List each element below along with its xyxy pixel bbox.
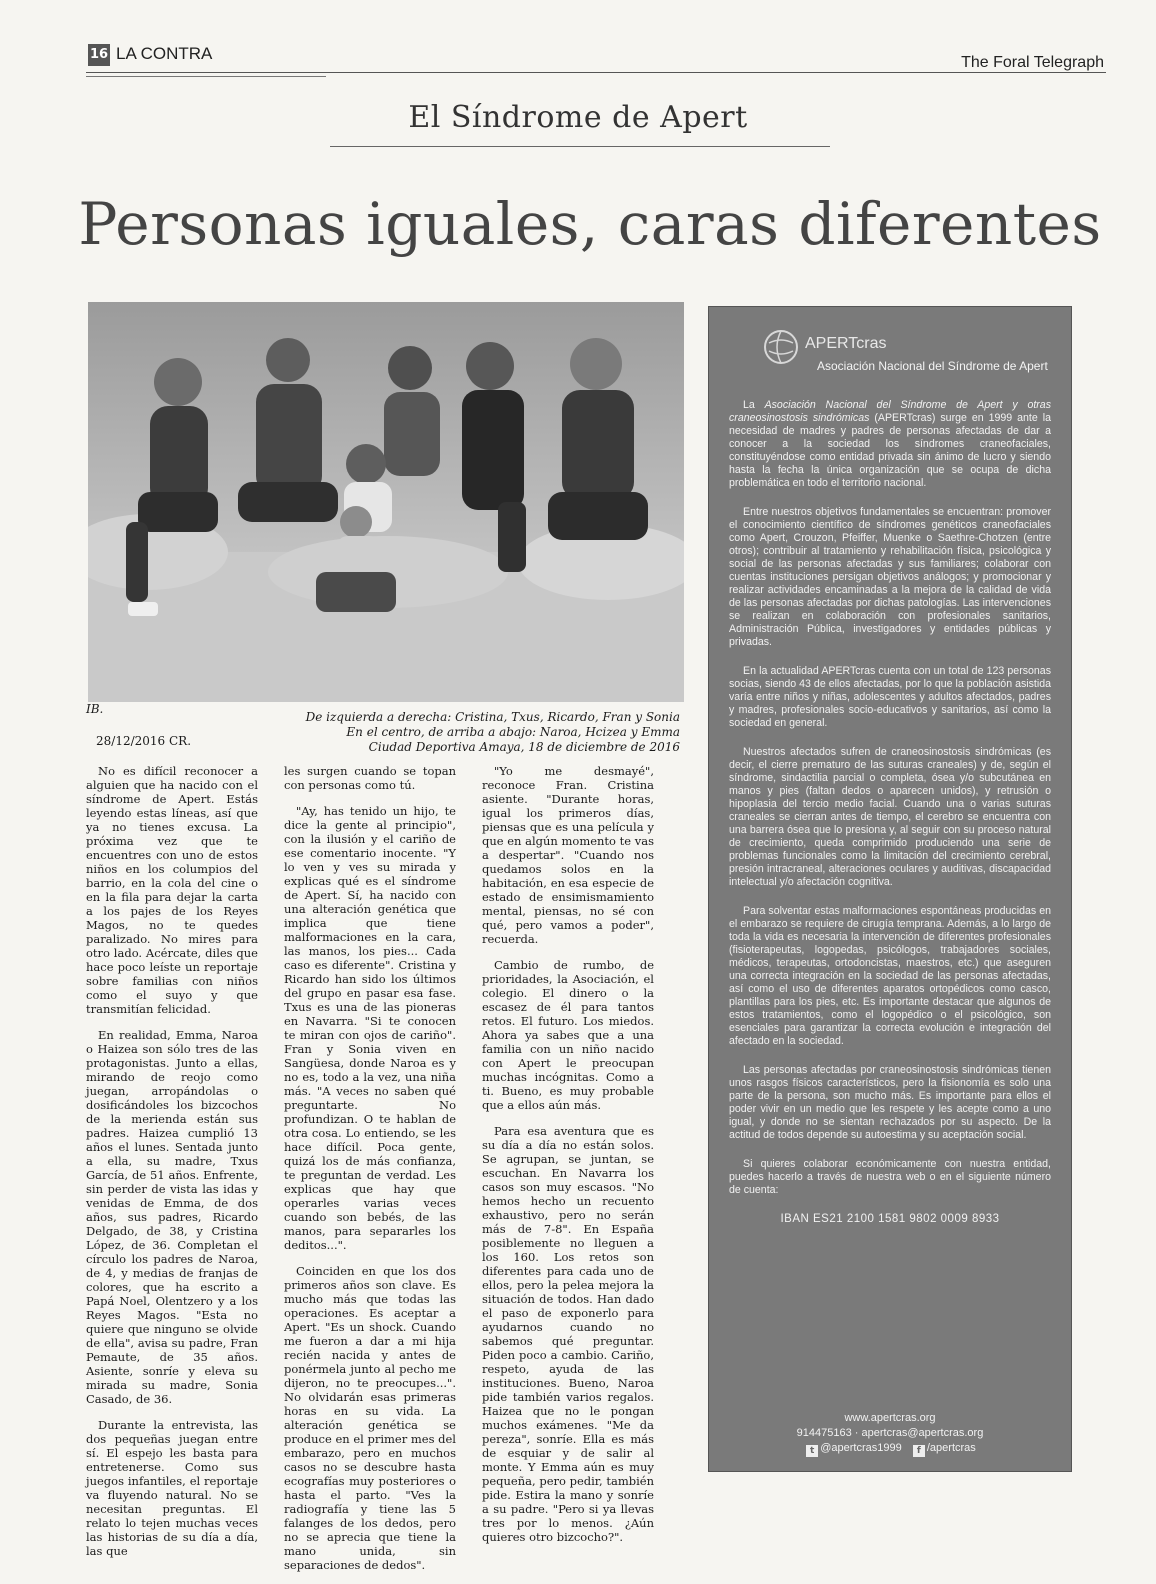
header-rule: [86, 72, 1106, 73]
sidebar-text: [729, 399, 1051, 1226]
photo-credit: IB.: [86, 702, 104, 716]
caption-line: Ciudad Deportiva Amaya, 18 de diciembre de 2016: [368, 740, 680, 754]
twitter-handle[interactable]: @apertcras1999: [820, 1442, 902, 1454]
paragraph: les surgen cuando se topan con personas como tú.: [284, 764, 456, 792]
sidebar-paragraph: En la actualidad APERTcras cuenta con un total de 123 personas socias, siendo 43 de ellos afectadas, por lo que la población asistida varía entre niños y niñas, adolescentes y adultos afectados, padres y madres, profesionales socio-educativos y sanitarios, así como la sociedad en general.: [729, 665, 1051, 729]
twitter-icon: t: [806, 1445, 818, 1457]
sidebar-text-span: (APERTcras) surge en 1999 ante la necesidad de madres y padres de personas afectadas de dar a conocer a la sociedad los síndromes craneofaciales, constituyéndose como entidad privada sin ánimo de lucro y siendo hasta la fecha la única organización que se ocupa de dicha problemática en todo el territorio nacional.: [729, 412, 1051, 489]
phone-email[interactable]: 914475163 · apertcras@apertcras.org: [796, 1427, 984, 1439]
paragraph: Durante la entrevista, las dos pequeñas juegan entre sí. El espejo les basta para entretenerse. Como sus juegos infantiles, el reportaje va fluyendo natural. No se necesitan preguntas. El relato lo tejen muchas veces las historias de su día a día, las que: [86, 1418, 258, 1558]
page-number: 16: [88, 44, 110, 66]
facebook-icon: f: [913, 1445, 925, 1457]
website-link[interactable]: www.apertcras.org: [844, 1412, 936, 1424]
article-kicker: El Síndrome de Apert: [408, 100, 748, 135]
paragraph: En realidad, Emma, Naroa o Haizea son sólo tres de las protagonistas. Junto a ellas, mirando de reojo como juegan, arropándolas o dosificándoles los bizcochos de la merienda están sus padres. Haizea cumplió 13 años el lunes. Sentada junto a ella, su madre, Txus García, de 51 años. Enfrente, sin perder de vista las idas y venidas de Emma, de dos años, sus padres, Ricardo Delgado, de 38, y Cristina López, de 36. Completan el círculo los padres de Naroa, de 4, y medias de franjas de colores, que ha escrito a Papá Noel, Olentzero y a los Reyes Magos. "Esta no quiere que ninguno se olvide de ella", avisa su padre, Fran Pemaute, de 35 años. Asiente, sonríe y eleva su mirada su madre, Sonia Casado, de 36.: [86, 1028, 258, 1406]
dateline: 28/12/2016 CR.: [96, 734, 192, 748]
header-rule-secondary: [86, 76, 326, 77]
sidebar-text-span: La: [743, 399, 765, 411]
sidebar-paragraph: Si quieres colaborar económicamente con nuestra entidad, puedes hacerlo a través de nuestra web o en el siguiente número de cuenta:: [729, 1158, 1051, 1196]
apertcras-logo-icon: [763, 329, 799, 365]
iban-number: IBAN ES21 2100 1581 9802 0009 8933: [780, 1213, 1000, 1225]
caption-line: En el centro, de arriba a abajo: Naroa, Hcizea y Emma: [346, 725, 680, 739]
paragraph: Cambio de rumbo, de prioridades, la Asociación, el colegio. El dinero o la escasez de él para tantos retos. El futuro. Los miedos. Ahora ya sabes que a una familia con un niño nacido con Apert le preocupan muchas incógnitas. Como a ti. Bueno, es muy probable que a ellos aún más.: [482, 958, 654, 1112]
paragraph: "Yo me desmayé", reconoce Fran. Cristina asiente. "Durante horas, igual los primeros días, piensas que es una película y que en algún momento te vas a despertar". "Cuando nos quedamos solos en la habitación, en esa especie de estado de ensimismamiento mental, piensas, no sé con qué, pero vamos a poder", recuerda.: [482, 764, 654, 946]
facebook-handle[interactable]: /apertcras: [926, 1442, 976, 1454]
sidebar-contact: [709, 1411, 1071, 1457]
article-headline: Personas iguales, caras diferentes: [78, 190, 1102, 258]
photo-caption: [200, 710, 680, 755]
section-name: LA CONTRA: [116, 44, 213, 63]
paragraph: Coinciden en que los dos primeros años son clave. Es mucho más que todas las operaciones. Es aceptar a Apert. "Es un shock. Cuando me fueron a dar a mi hija recién nacida y antes de ponérmela junto al pecho me dijeron, no te preocupes...". No olvidarán esas primeras horas en su vida. La alteración genética se produce en el primer mes del embarazo, pero en muchos casos no se descubre hasta ecografías muy posteriores o hasta el parto. "Ves la radiografía y tiene las 5 falanges de los dedos, pero no se aprecia que tiene la mano unida, sin separaciones de dedos".: [284, 1264, 456, 1572]
sidebar-paragraph: Entre nuestros objetivos fundamentales se encuentran: promover el conocimiento científico de síndromes genéticos craneofaciales como Apert, Crouzon, Pfeiffer, Muenke o Saethre-Chotzen (entre otros); contribuir al tratamiento y rehabilitación física, psicológica y social de las personas afectadas y sus familiares; colaborar con cuentas instituciones persigan objetivos análogos; y promocionar y realizar actividades encaminadas a la mejora de la calidad de vida de las personas afectadas por dichas patologías. Las intervenciones se realizan en colaboración con profesionales sanitarios, Administración Pública, investigadores y entidades públicas y privadas.: [729, 506, 1051, 648]
group-photo: [88, 302, 684, 702]
sidebar-association-name: Asociación Nacional del Síndrome de Apert: [817, 359, 1048, 373]
sidebar-paragraph: Nuestros afectados sufren de craneosinostosis sindrómicas (es decir, el cierre prematuro de las suturas craneales) y de, según el síndrome, sindactilia parcial o completa, ósea y/o subcutánea en manos y pies (faltan dedos o aparecen unidos), y retrusión o hipoplasia del tercio medio facial. Cuando una o varias suturas craneales se cierran antes de tiempo, el cerebro se encuentra con una barrera ósea que lo presiona y, al seguir con su proceso natural de crecimiento, queda comprimido produciendo una serie de problemas funcionales como la limitación del crecimiento cerebral, presión intracraneal, alteraciones oculares y auditivas, discapacidad intelectual y/o afectación cognitiva.: [729, 746, 1051, 888]
paragraph: No es difícil reconocer a alguien que ha nacido con el síndrome de Apert. Estás leyendo estas líneas, así que ya no tienes excusa. La próxima vez que te encuentres con uno de estos niños en los columpios del barrio, en la cola del cine o en la fila para dejar la carta a los pajes de los Reyes Magos, no te quedes paralizado. No mires para otro lado. Acércate, diles que hace poco leíste un reportaje sobre familias con niños como el suyo y que transmitían felicidad.: [86, 764, 258, 1016]
article-column-2: [284, 764, 456, 1584]
newspaper-name: The Foral Telegraph: [961, 54, 1104, 71]
caption-line: De izquierda a derecha: Cristina, Txus, Ricardo, Fran y Sonia: [305, 710, 680, 724]
sidebar-paragraph: Para solventar estas malformaciones espontáneas producidas en el embarazo se requiere de cirugía temprana. Además, a lo largo de toda la vida es necesaria la intervención de diferentes profesionales (fisioterapeutas, logopedas, psicólogos, trabajadores sociales, médicos, terapeutas, ortodoncistas, maestros, etc.) que aseguren una correcta integración en la sociedad de las personas afectadas, así como el uso de diferentes aparatos ortopédicos como casco, plantillas para los pies, etc. Es importante destacar que algunos de estos tratamientos, como el logopédico o el psicológico, son esenciales para garantizar la correcta evolución e integración del afectado en la sociedad.: [729, 905, 1051, 1047]
paragraph: Para esa aventura que es su día a día no están solos. Se agrupan, se juntan, se escuchan. En Navarra los casos son muy escasos. "No hemos hecho un recuento exhaustivo, pero no serán más de 7-8". En España posiblemente no lleguen a los 160. Los retos son diferentes para cada uno de ellos, pero la pelea mejora la situación de todos. Han dado el paso de exponerlo para ayudarnos cuando no sabemos qué preguntar. Piden poco a cambio. Cariño, respeto, ayuda de las instituciones. Bueno, Naroa pide también varios regalos. Haizea que no le pongan muchos exámenes. "Me da pereza", sonríe. Ella es más de esquiar y de salir al monte. Y Emma aún es muy pequeña, pero pedir, también pide. Estira la mano y sonríe a su padre. "Pero si ya llevas tres por lo menos. ¿Aún quieres otro bizcocho?".: [482, 1124, 654, 1544]
sidebar-association-fullname: Asociación Nacional del Síndrome de Apert y otras craneosinostosis sindrómicas: [729, 399, 1051, 424]
sidebar-paragraph: [729, 399, 1051, 490]
sidebar-paragraph: Las personas afectadas por craneosinostosis sindrómicas tienen unos rasgos físicos característicos, pero la fisionomía es solo una parte de la persona, son mucho más. Es importante para ellos el poder vivir en un medio que les respete y les acepte como a uno igual, y donde no se sientan rechazados por su aspecto. De la actitud de todos depende su autoestima y su aceptación social.: [729, 1064, 1051, 1141]
kicker-rule: [330, 146, 830, 147]
association-sidebar: [708, 306, 1072, 1472]
sidebar-brand: APERTcras: [805, 335, 887, 352]
article-column-1: [86, 764, 258, 1570]
photo-graphic: [88, 302, 684, 702]
social-links: [709, 1441, 1071, 1457]
article-column-3: [482, 764, 654, 1556]
paragraph: "Ay, has tenido un hijo, te dice la gente al principio", con la ilusión y el cariño de ese comentario inocente. "Y lo ven y ves su mirada y explicas qué es el síndrome de Apert. Sí, ha nacido con una alteración genética que implica que tiene malformaciones en la cara, las manos, los pies... Cada caso es diferente". Cristina y Ricardo han sido los últimos del grupo en pasar esa fase. Txus es una de las pioneras en Navarra. "Si te conocen te miran con ojos de cariño". Fran y Sonia viven en Sangüesa, donde Naroa es y no es, todo a la vez, una niña más. "A veces no saben qué preguntarte. No profundizan. O te hablan de otra cosa. Lo entiendo, se les hace difícil. Poca gente, quizá los de más confianza, te preguntan de verdad. Les explicas que hay que operarles varias veces cuando son bebés, de las manos, para separarles los deditos...".: [284, 804, 456, 1252]
